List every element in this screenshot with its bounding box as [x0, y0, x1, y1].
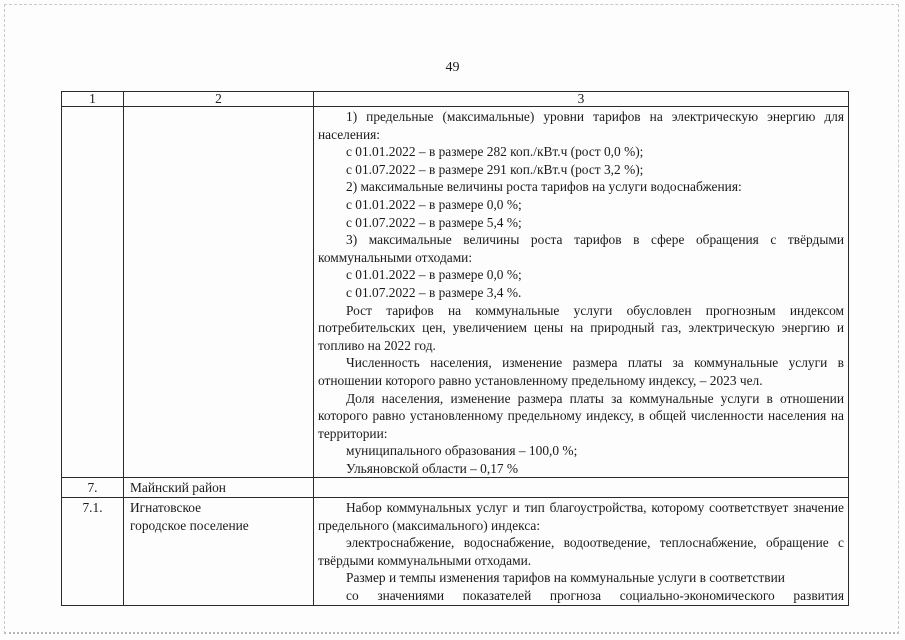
table-row-settlement [62, 498, 849, 606]
page-number: 49 [445, 60, 460, 75]
cell-empty-num [62, 107, 124, 478]
row-number: 7.1. [62, 498, 124, 606]
paragraph: с 01.07.2022 – в размере 5,4 %; [346, 214, 522, 230]
paragraph: Ульяновской области – 0,17 % [346, 460, 519, 476]
paragraph: 2) максимальные величины роста тарифов на услуги водоснабжения: [346, 179, 742, 195]
settlement-name [124, 498, 314, 606]
table-header-row [62, 92, 849, 107]
paragraph: с 01.07.2022 – в размере 291 коп./кВт.ч (рост 3,2 %); [346, 161, 644, 177]
paragraph: с 01.01.2022 – в размере 282 коп./кВт.ч (рост 0,0 %); [346, 144, 644, 160]
table-row-district [62, 478, 849, 498]
settlement-name-line: Игнатовское [130, 500, 202, 516]
paragraph: электроснабжение, водоснабжение, водоотведение, теплоснабжение, обращение с твёрдыми коммунальными отходами. [318, 535, 844, 568]
paragraph: Численность населения, изменение размера платы за коммунальные услуги в отношении которого равно установленному предельному индексу, – 2023 чел. [318, 355, 844, 388]
district-name: Майнский район [124, 478, 314, 498]
paragraph: Набор коммунальных услуг и тип благоустройства, которому соответствует значение предельного (максимального) индекса: [318, 500, 844, 533]
table-row-continuation [62, 107, 849, 478]
paragraph: Размер и темпы изменения тарифов на коммунальные услуги в соответствии [346, 570, 785, 586]
cell-empty-details [314, 478, 849, 498]
paragraph: с 01.01.2022 – в размере 0,0 %; [346, 267, 522, 283]
header-col-1: 1 [62, 92, 124, 107]
paragraph: с 01.07.2022 – в размере 3,4 %. [346, 284, 522, 300]
cell-settlement-details [314, 498, 849, 606]
header-col-2: 2 [124, 92, 314, 107]
paragraph: муниципального образования – 100,0 %; [346, 443, 578, 459]
row-number: 7. [62, 478, 124, 498]
paragraph: с 01.01.2022 – в размере 0,0 %; [346, 196, 522, 212]
paragraph: 3) максимальные величины роста тарифов в сфере обращения с твёрдыми коммунальными отходами: [318, 232, 844, 265]
paragraph: 1) предельные (максимальные) уровни тарифов на электрическую энергию для населения: [318, 109, 844, 142]
cell-empty-name [124, 107, 314, 478]
paragraph: со значениями показателей прогноза социально-экономического развития [346, 588, 844, 604]
cell-tariff-details [314, 107, 849, 478]
settlement-name-line: городское поселение [130, 517, 249, 533]
paragraph: Доля населения, изменение размера платы за коммунальные услуги в отношении которого равно установленному предельному индексу, в общей численности населения на территории: [318, 390, 844, 441]
paragraph: Рост тарифов на коммунальные услуги обусловлен прогнозным индексом потребительских цен, увеличением цены на природный газ, электрическую энергию и топливо на 2022 год. [318, 302, 844, 353]
tariff-table [61, 91, 849, 606]
header-col-3: 3 [314, 92, 849, 107]
